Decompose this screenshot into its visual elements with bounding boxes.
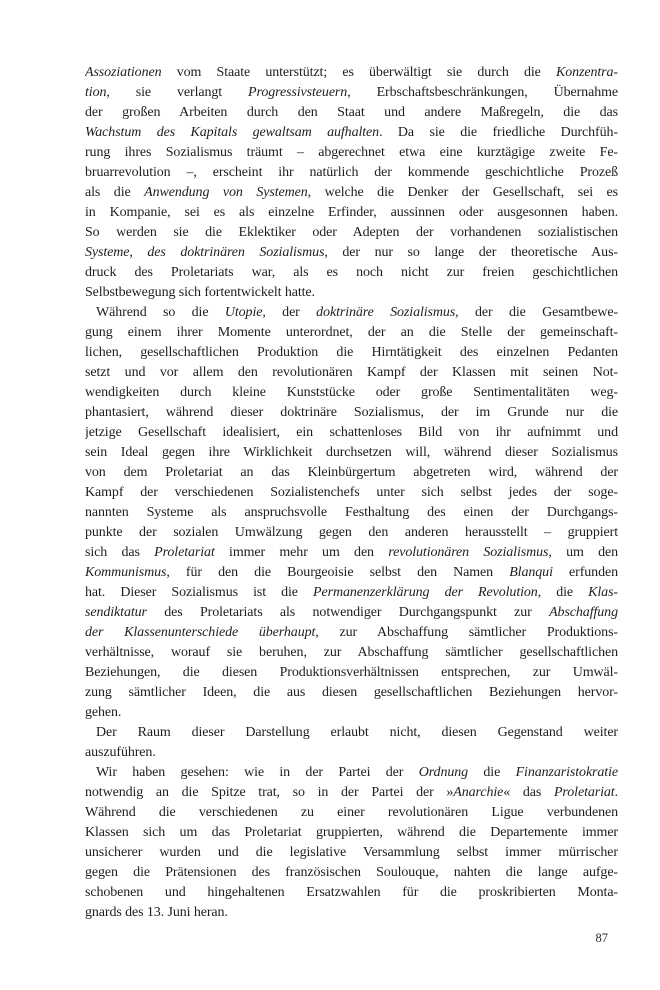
page-text-block [85,63,618,923]
text-segment: Klassen sich um das Proletariat gruppierten, während die Departemente immer [85,825,618,840]
text-segment: « das [503,785,554,800]
text-segment: Beziehungen, die diesen Produktionsverhältnissen entsprechen, zur Umwäl- [85,665,618,680]
text-segment: . [614,785,618,800]
italic-text-segment: sendiktatur [85,605,147,620]
text-segment: jetzige Gesellschaft idealisiert, ein schattenloses Bild von ihr aufnimmt und [85,425,618,440]
text-line [85,503,618,523]
text-segment: erfunden [552,565,618,580]
italic-text-segment: Klas- [588,585,618,600]
text-line [85,883,618,903]
text-line [85,723,618,743]
text-line [85,523,618,543]
italic-text-segment: Abschaffung [549,605,618,620]
text-line [85,903,618,923]
text-line [85,103,618,123]
text-segment: setzt und vor allem den revolutionären Kampf der Klassen mit seinen Not- [85,365,618,380]
text-segment: hat. Dieser Sozialismus ist die [85,585,314,600]
text-segment: auszuführen. [85,745,156,760]
italic-text-segment: der Klassenunterschiede überhaupt [85,625,316,640]
text-segment: gegen die Prätensionen des französischen Soulouque, nahten die lange aufge- [85,865,618,880]
text-line [85,183,618,203]
text-segment: Während die verschiedenen zu einer revolutionären Ligue verbundenen [85,805,618,820]
text-line [85,623,618,643]
text-segment: als die [85,185,145,200]
text-segment: der großen Arbeiten durch den Staat und andere Maßregeln, die das [85,105,618,120]
text-line [85,163,618,183]
text-segment: , der die Gesamtbewe- [455,305,618,320]
text-segment: , der nur so lange der theoretische Aus- [324,245,618,260]
text-segment: , für den die Bourgeoisie selbst den Namen [166,565,510,580]
text-line [85,743,618,763]
text-line [85,563,618,583]
text-line [85,543,618,563]
text-segment: , der [262,305,317,320]
text-segment: von dem Proletariat an das Kleinbürgertum abgetreten wird, während der [85,465,618,480]
text-line [85,243,618,263]
text-segment: unsicherer wurden und die legislative Versammlung selbst immer mürrischer [85,845,618,860]
italic-text-segment: revolutionären Sozialismus [388,545,549,560]
italic-text-segment: Proletariat [553,785,615,800]
text-line [85,823,618,843]
italic-text-segment: Ordnung [418,765,469,780]
italic-text-segment: Proletariat [154,545,215,560]
text-segment: nannten Systeme als anspruchsvolle Festhaltung des einen der Durchgangs- [85,505,618,520]
text-line [85,803,618,823]
italic-text-segment: Finanzaristokratie [515,765,618,780]
text-segment: Wir haben gesehen: wie in der Partei der [96,765,419,780]
text-segment: bruarrevolution –, erscheint ihr natürlich der kommende geschichtliche Prozeß [85,165,618,180]
text-line [85,83,618,103]
text-segment: . Da sie die friedliche Durchfüh- [379,125,618,140]
text-line [85,483,618,503]
text-line [85,463,618,483]
italic-text-segment: Assoziationen [85,65,162,80]
text-segment: Während so die [96,305,225,320]
text-segment: punkte der sozialen Umwälzung gegen den anderen herausstellt – gruppiert [85,525,618,540]
text-segment: lichen, gesellschaftlichen Produktion die Hirntätigkeit des einzelnen Pedanten [85,345,618,360]
text-segment: , welche die Denker der Gesellschaft, sei es [307,185,618,200]
text-segment: , die [537,585,589,600]
text-line [85,443,618,463]
text-segment: wendigkeiten durch kleine Kunststücke oder große Sentimentalitäten weg- [85,385,618,400]
text-segment: verhältnisse, worauf sie beruhen, zur Abschaffung sämtlicher gesellschaftlichen [85,645,618,660]
italic-text-segment: Anarchie [453,785,504,800]
text-segment: zung sämtlicher Ideen, die aus diesen gesellschaftlichen Beziehungen hervor- [85,685,618,700]
text-line [85,763,618,783]
text-segment: die [468,765,516,780]
text-segment: Kampf der verschiedenen Sozialistenchefs unter sich selbst jedes der soge- [85,485,618,500]
text-line [85,863,618,883]
text-segment: druck des Proletariats war, als es noch nicht zur freien geschichtlichen [85,265,618,280]
text-segment: phantasiert, während dieser doktrinäre Sozialismus, der im Grunde nur die [85,405,618,420]
text-line [85,223,618,243]
italic-text-segment: Wachstum des Kapitals gewaltsam aufhalten [85,125,380,140]
text-line [85,603,618,623]
italic-text-segment: Anwendung von Systemen [144,185,308,200]
text-line [85,423,618,443]
text-line [85,123,618,143]
text-line [85,343,618,363]
text-segment: Selbstbewegung sich fortentwickelt hatte. [85,285,315,300]
text-line [85,323,618,343]
text-line [85,383,618,403]
text-line [85,643,618,663]
italic-text-segment: tion [85,85,107,100]
text-segment: notwendig an die Spitze trat, so in der Partei der » [85,785,454,800]
italic-text-segment: doktrinäre Sozialismus [316,305,456,320]
text-line [85,303,618,323]
text-line [85,583,618,603]
text-line [85,143,618,163]
text-line [85,843,618,863]
text-segment: So werden sie die Eklektiker oder Adepten der vorhandenen sozialistischen [85,225,618,240]
text-line [85,703,618,723]
text-line [85,363,618,383]
page-number: 87 [595,931,608,945]
text-segment: Der Raum dieser Darstellung erlaubt nicht, diesen Gegenstand weiter [96,725,618,740]
text-segment: , zur Abschaffung sämtlicher Produktions- [315,625,618,640]
italic-text-segment: Progressivsteuern [248,85,348,100]
text-segment: vom Staate unterstützt; es überwältigt sie durch die [161,65,556,80]
italic-text-segment: Konzentra- [555,65,618,80]
text-segment: in Kompanie, sei es als einzelne Erfinder, aussinnen oder ausgesonnen haben. [85,205,618,220]
italic-text-segment: Blanqui [509,565,553,580]
text-segment: sich das [85,545,155,560]
text-line [85,283,618,303]
italic-text-segment: Kommunismus [85,565,167,580]
text-line [85,203,618,223]
text-segment: sein Ideal gegen ihre Wirklichkeit durchsetzen will, während dieser Sozialismus [85,445,618,460]
text-segment: gnards des 13. Juni heran. [85,905,228,920]
text-segment: , um den [548,545,618,560]
text-segment: rung ihres Sozialismus träumt – abgerechnet etwa eine kurztägige zweite Fe- [85,145,618,160]
italic-text-segment: Permanenzerklärung der Revolution [313,585,538,600]
text-line [85,403,618,423]
text-segment: gung einem ihrer Momente unterordnet, der an die Stelle der gemeinschaft- [85,325,618,340]
text-line [85,63,618,83]
text-segment: immer mehr um den [214,545,389,560]
text-segment: des Proletariats als notwendiger Durchgangspunkt zur [146,605,550,620]
italic-text-segment: Systeme, des doktrinären Sozialismus [85,245,325,260]
text-line [85,263,618,283]
text-line [85,663,618,683]
italic-text-segment: Utopie [224,305,263,320]
text-segment: gehen. [85,705,122,720]
text-line [85,783,618,803]
text-segment: schobenen und hingehaltenen Ersatzwahlen für die proskribierten Monta- [85,885,618,900]
text-segment: , Erbschaftsbeschränkungen, Übernahme [347,85,618,100]
text-segment: , sie verlangt [106,85,249,100]
text-line [85,683,618,703]
